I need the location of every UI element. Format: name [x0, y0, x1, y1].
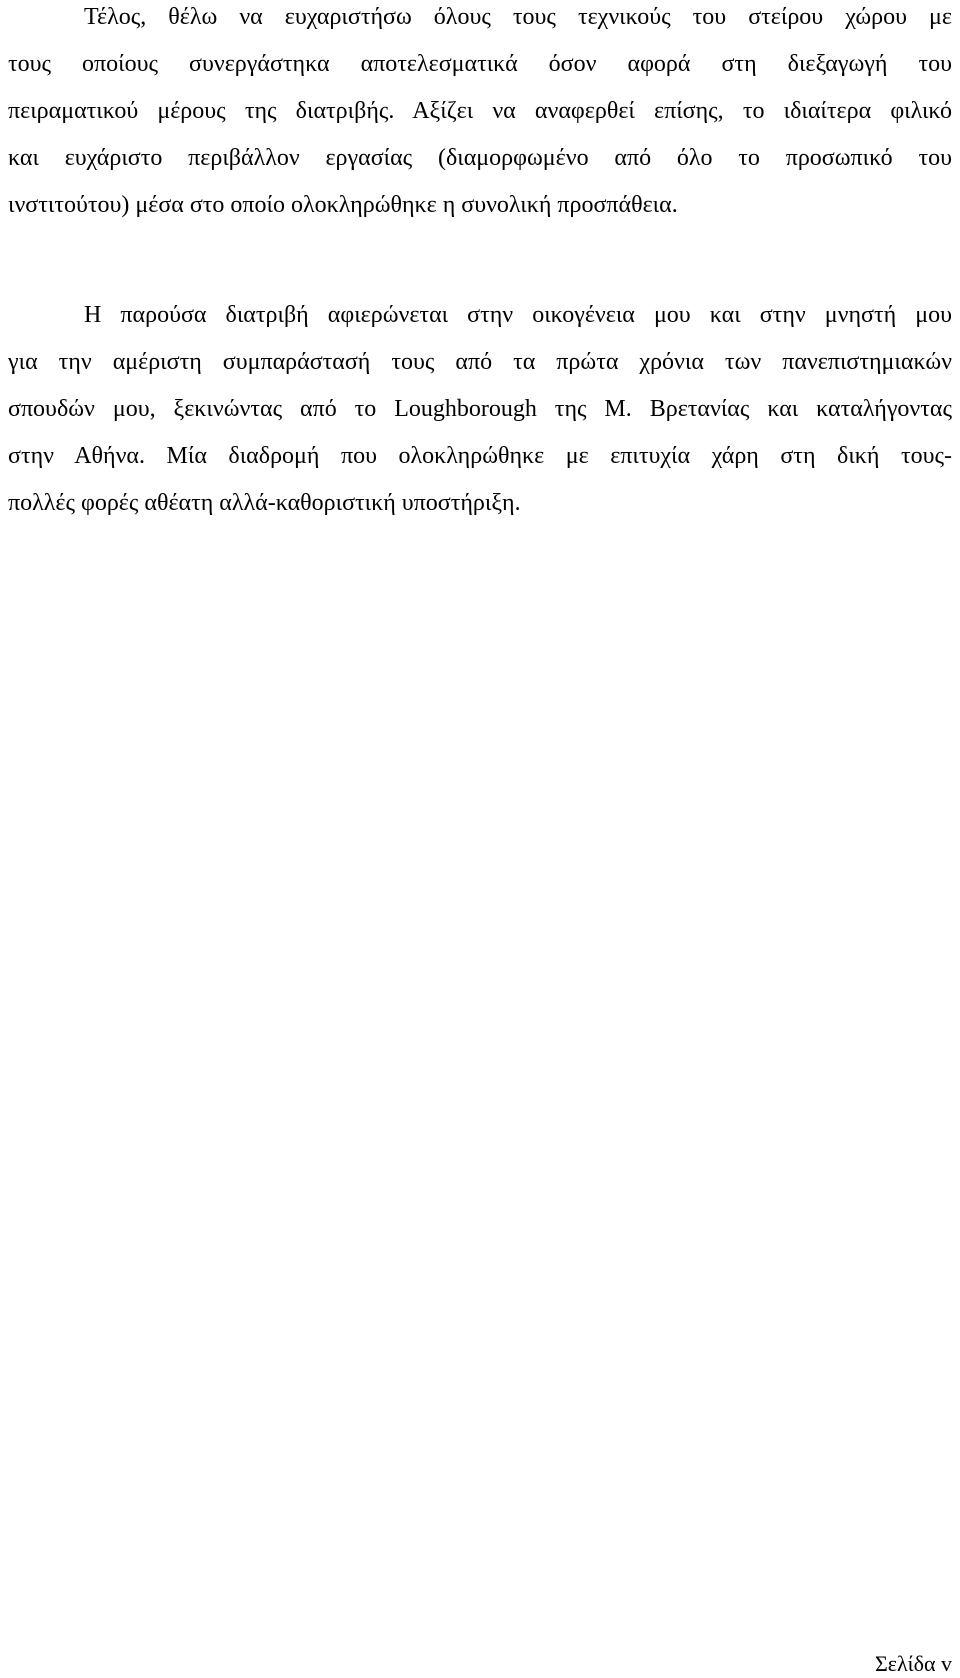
- paragraph-line: Τέλος, θέλω να ευχαριστήσω όλους τους τεχνικούς του στείρου χώρου με: [84, 4, 952, 30]
- paragraph-line: και ευχάριστο περιβάλλον εργασίας (διαμορφωμένο από όλο το προσωπικό του: [8, 145, 952, 171]
- paragraph-line: τους οποίους συνεργάστηκα αποτελεσματικά όσον αφορά στη διεξαγωγή του: [8, 51, 952, 77]
- paragraph-line: για την αμέριστη συμπαράστασή τους από τα πρώτα χρόνια των πανεπιστημιακών: [8, 349, 952, 375]
- paragraph-line: πολλές φορές αθέατη αλλά-καθοριστική υποστήριξη.: [8, 490, 521, 516]
- paragraph-line: στην Αθήνα. Μία διαδρομή που ολοκληρώθηκε με επιτυχία χάρη στη δική τους-: [8, 443, 952, 469]
- paragraph-line: Η παρούσα διατριβή αφιερώνεται στην οικογένεια μου και στην μνηστή μου: [84, 302, 952, 328]
- paragraph-line: ινστιτούτου) μέσα στο οποίο ολοκληρώθηκε η συνολική προσπάθεια.: [8, 192, 678, 218]
- paragraph-line: πειραματικού μέρους της διατριβής. Αξίζει να αναφερθεί επίσης, το ιδιαίτερα φιλικό: [8, 98, 952, 124]
- paragraph-line: σπουδών μου, ξεκινώντας από το Loughborough της Μ. Βρετανίας και καταλήγοντας: [8, 396, 952, 422]
- page-number: Σελίδα v: [874, 1651, 952, 1676]
